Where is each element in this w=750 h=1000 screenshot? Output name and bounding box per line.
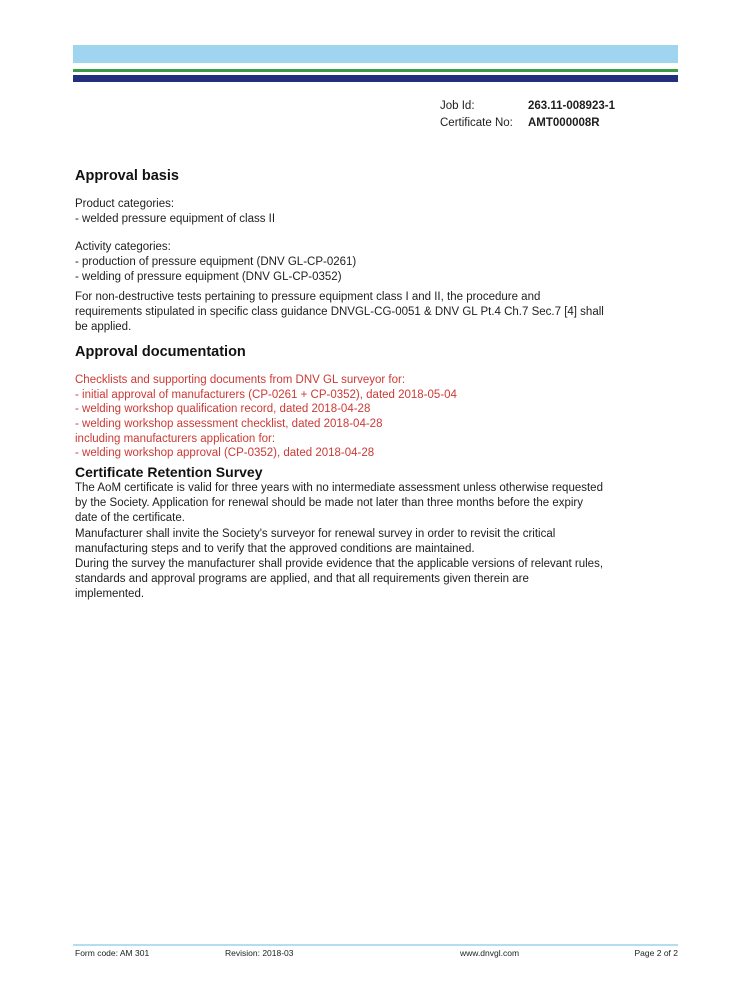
ndt-line: For non-destructive tests pertaining to pressure equipment class I and II, the procedure and: [75, 291, 541, 303]
document-meta: [440, 98, 615, 131]
page-number: Page 2 of 2: [634, 948, 678, 958]
approval-documentation-heading: Approval documentation: [75, 344, 246, 360]
certificate-no-row: [440, 115, 615, 132]
application-intro: including manufacturers application for:: [75, 432, 276, 445]
checklist-item: - welding workshop qualification record, dated 2018-04-28: [75, 403, 371, 416]
product-category-item: - welded pressure equipment of class II: [75, 213, 276, 226]
approval-documentation-list: [75, 373, 457, 461]
ndt-paragraph: [75, 290, 604, 336]
job-id-value: 263.11-008923-1: [528, 100, 615, 112]
form-code: Form code: AM 301: [75, 948, 150, 958]
survey-line: date of the certificate.: [75, 512, 185, 525]
survey-line: Manufacturer shall invite the Society's surveyor for renewal survey in order to revisit the critical: [75, 527, 556, 540]
survey-line: manufacturing steps and to verify that the approved conditions are maintained.: [75, 542, 475, 555]
product-categories-label: Product categories:: [75, 198, 175, 210]
job-id-row: [440, 98, 615, 115]
header-bar-light-blue: [73, 45, 678, 63]
activity-categories-label: Activity categories:: [75, 241, 171, 253]
activity-category-item: - production of pressure equipment (DNV GL-CP-0261): [75, 256, 357, 269]
checklist-intro: Checklists and supporting documents from DNV GL surveyor for:: [75, 374, 406, 386]
approval-basis-heading: Approval basis: [75, 168, 179, 184]
ndt-line: requirements stipulated in specific class guidance DNVGL-CG-0051 & DNV GL Pt.4 Ch.7 Sec.7 [4] shall: [75, 306, 604, 319]
checklist-item: - initial approval of manufacturers (CP-0261 + CP-0352), dated 2018-05-04: [75, 388, 457, 401]
certificate-no-value: AMT000008R: [528, 116, 600, 129]
survey-line: standards and approval programs are applied, and that all requirements given therein are: [75, 573, 529, 586]
header-bar-navy: [73, 75, 678, 82]
header-bar-green: [73, 69, 678, 72]
survey-line: During the survey the manufacturer shall provide evidence that the applicable versions of relevant rules,: [75, 557, 604, 570]
certificate-no-label: Certificate No:: [440, 116, 513, 129]
website: www.dnvgl.com: [460, 948, 520, 958]
activity-category-item: - welding of pressure equipment (DNV GL-CP-0352): [75, 271, 342, 284]
certificate-retention-survey-body: [75, 481, 603, 603]
certificate-retention-survey-heading: Certificate Retention Survey: [75, 464, 263, 480]
checklist-item: - welding workshop assessment checklist, dated 2018-04-28: [75, 418, 383, 431]
product-categories-block: [75, 197, 275, 227]
ndt-line: be applied.: [75, 321, 132, 334]
survey-line: implemented.: [75, 588, 145, 601]
survey-line: by the Society. Application for renewal should be made not later than three months before the expiry: [75, 497, 584, 510]
survey-line: The AoM certificate is valid for three years with no intermediate assessment unless otherwise requested: [75, 482, 603, 494]
activity-categories-block: [75, 240, 356, 286]
revision: Revision: 2018-03: [225, 948, 294, 958]
job-id-label: Job Id:: [440, 100, 475, 112]
footer-divider: [73, 944, 678, 946]
application-item: - welding workshop approval (CP-0352), dated 2018-04-28: [75, 447, 375, 460]
